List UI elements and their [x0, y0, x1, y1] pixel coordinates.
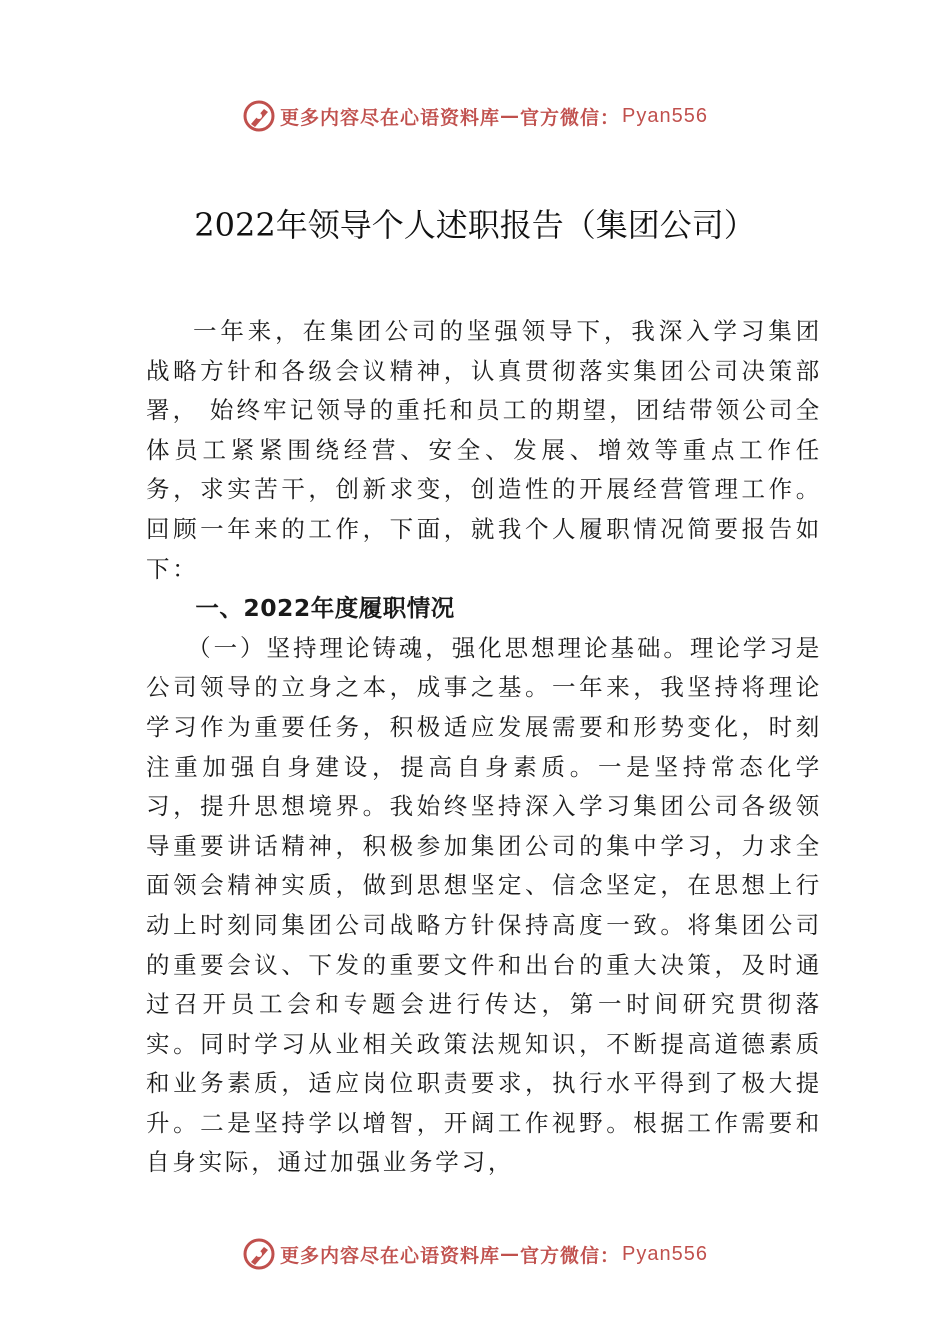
- banner-separator: —: [500, 1243, 521, 1265]
- document-body: [146, 312, 822, 1183]
- pen-seal-logo-icon: [242, 1237, 276, 1271]
- intro-paragraph: 一年来，在集团公司的坚强领导下，我深入学习集团战略方针和各级会议精神，认真贯彻落实集团公司决策部署， 始终牢记领导的重托和员工的期望，团结带领公司全体员工紧紧围绕经营、安全、发展、增效等重点工作任务，求实苦干，创新求变，创造性的开展经营管理工作。回顾一年来的工作，下面，就我个人履职情况简要报告如下：: [146, 317, 822, 583]
- banner-main-text: 更多内容尽在心语资料库: [280, 1244, 501, 1267]
- banner-wechat-id: Pyan556: [622, 1242, 708, 1265]
- banner-wechat-id: Pyan556: [622, 104, 708, 127]
- section-heading: 一、2022年度履职情况: [195, 594, 455, 623]
- banner-wechat-label: 官方微信：: [520, 1244, 621, 1267]
- footer-banner: [0, 1234, 950, 1274]
- banner-separator: —: [500, 105, 521, 127]
- document-title: 2022年领导个人述职报告（集团公司）: [194, 206, 756, 244]
- pen-seal-logo-icon: [242, 99, 276, 133]
- header-banner: [0, 96, 950, 136]
- section1-paragraph: （一）坚持理论铸魂，强化思想理论基础。理论学习是公司领导的立身之本，成事之基。一年来，我坚持将理论学习作为重要任务，积极适应发展需要和形势变化，时刻注重加强自身建设，提高自身素质。一是坚持常态化学习，提升思想境界。我始终坚持深入学习集团公司各级领导重要讲话精神，积极参加集团公司的集中学习，力求全面领会精神实质，做到思想坚定、信念坚定，在思想上行动上时刻同集团公司战略方针保持高度一致。将集团公司的重要会议、下发的重要文件和出台的重大决策，及时通过召开员工会和专题会进行传达，第一时间研究贯彻落实。同时学习从业相关政策法规知识，不断提高道德素质和业务素质，适应岗位职责要求，执行水平得到了极大提升。二是坚持学以增智，开阔工作视野。根据工作需要和自身实际，通过加强业务学习，: [146, 633, 822, 1177]
- banner-wechat-label: 官方微信：: [520, 106, 621, 129]
- banner-main-text: 更多内容尽在心语资料库: [280, 106, 501, 129]
